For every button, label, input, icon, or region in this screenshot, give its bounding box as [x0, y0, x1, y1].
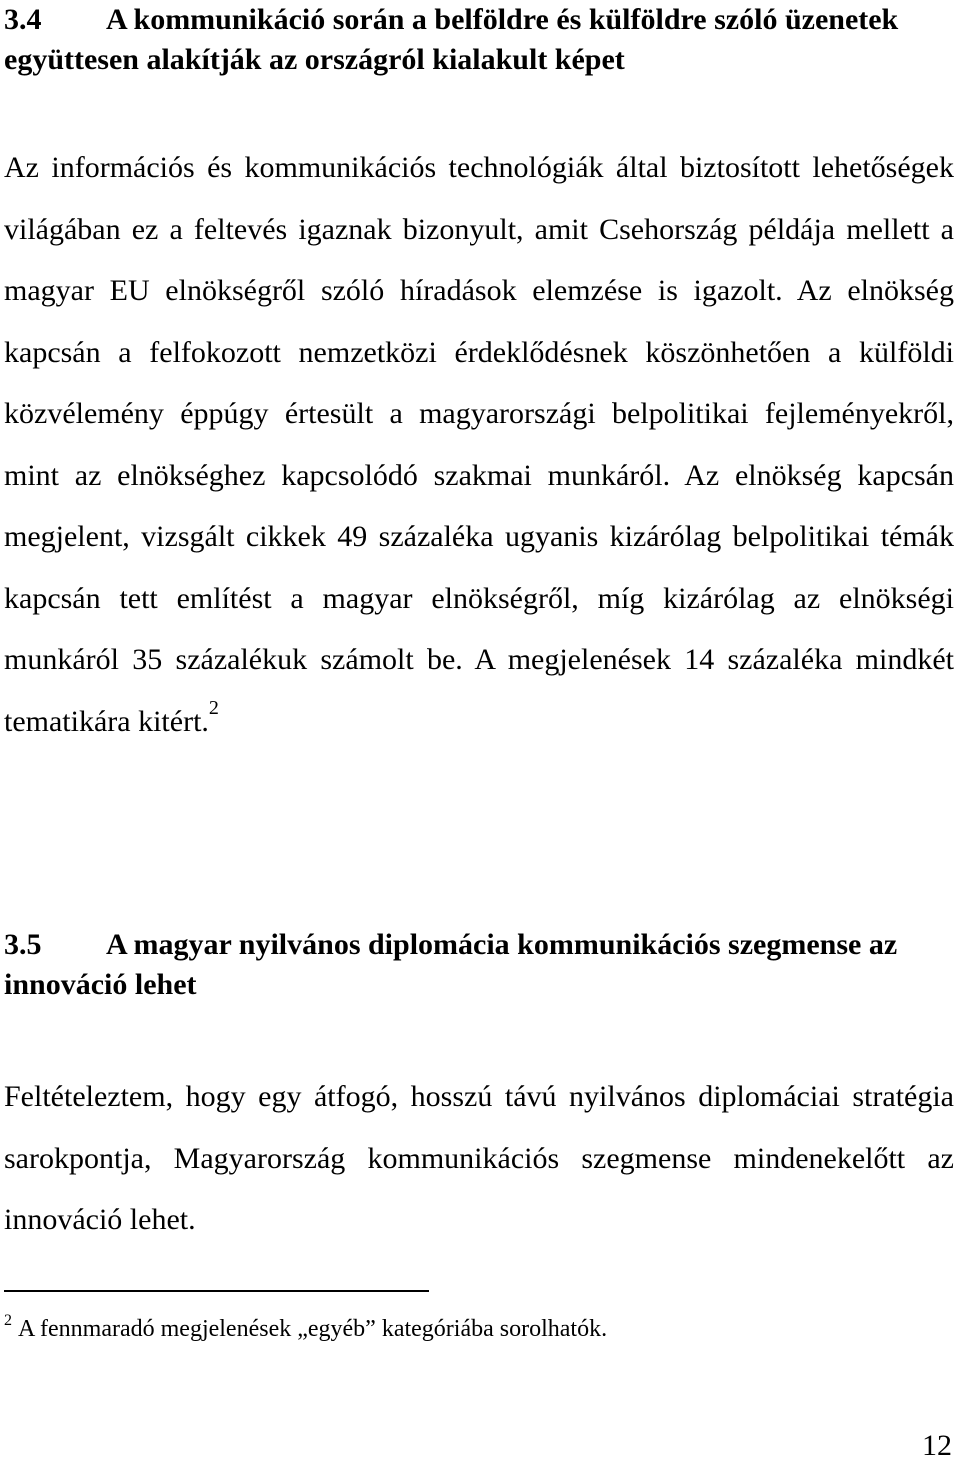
section-heading-3-4: [4, 0, 954, 80]
section-number: 3.4: [4, 3, 42, 36]
paragraph-text: Az információs és kommunikációs technológiák által biztosított lehetőségek világában ez a feltevés igaznak bizonyult, amit Csehország példája mellett a magyar EU elnökségről szóló híradások elemzése is igazolt. Az elnökség kapcsán a felfokozott nemzetközi érdeklődésnek köszönhetően a külföldi közvélemény éppúgy értesült a magyarországi belpolitikai fejleményekről, mint az elnökséghez kapcsolódó szakmai munkáról. Az elnökség kapcsán megjelent, vizsgált cikkek 49 százaléka ugyanis kizárólag belpolitikai témák kapcsán tett említést a magyar elnökségről, míg kizárólag az elnökségi munkáról 35 százalékuk számolt be. A megjelenések 14 százaléka mindkét tematikára kitért.: [4, 151, 954, 738]
footnote-marker: 2: [4, 1312, 12, 1329]
footnote: [4, 1305, 944, 1347]
footnote-divider: [4, 1290, 429, 1292]
section-heading-3-5: [4, 925, 954, 1005]
section-number: 3.5: [4, 928, 42, 961]
paragraph-text: Feltételeztem, hogy egy átfogó, hosszú távú nyilvános diplomáciai stratégia sarokpontja, Magyarország kommunikációs szegmense mindenekelőtt az innováció lehet.: [4, 1080, 954, 1236]
body-paragraph: [4, 137, 954, 752]
page-number: 12: [922, 1429, 952, 1462]
footnote-text: A fennmaradó megjelenések „egyéb” kategóriába sorolhatók.: [18, 1316, 608, 1342]
body-paragraph: [4, 1066, 954, 1251]
section-title: A magyar nyilvános diplomácia kommunikációs szegmense az innováció lehet: [4, 928, 898, 1001]
section-title: A kommunikáció során a belföldre és külföldre szóló üzenetek együttesen alakítják az országról kialakult képet: [4, 3, 899, 76]
footnote-reference[interactable]: 2: [208, 696, 219, 719]
